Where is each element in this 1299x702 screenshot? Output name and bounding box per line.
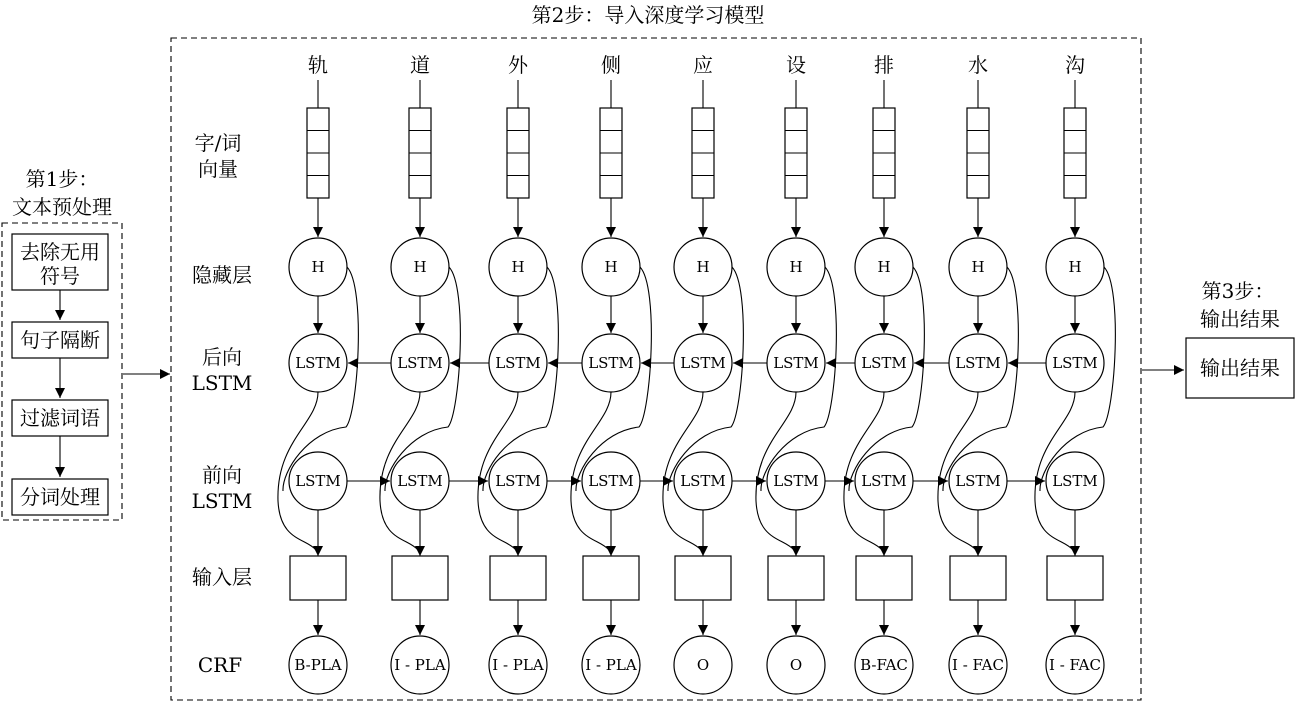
col-2-character: 道	[410, 53, 430, 77]
col-3-input-layer-box	[490, 556, 546, 600]
col-6-backward-lstm-label: LSTM	[773, 354, 819, 372]
col-6-character: 设	[786, 53, 806, 77]
col-9-input-layer-box	[1047, 556, 1103, 600]
row-label-backward-line1: 后向	[202, 345, 242, 369]
col-8-input-layer-box	[950, 556, 1006, 600]
col-3-crf-tag: I - PLA	[492, 656, 544, 674]
col-5-character: 应	[693, 53, 713, 77]
col-7-backward-lstm-label: LSTM	[861, 354, 907, 372]
col-3-character: 外	[508, 53, 528, 77]
row-label-vector-line1: 字/词	[194, 131, 242, 155]
col-4-input-layer-box	[583, 556, 639, 600]
row-label-forward-line2: LSTM	[191, 489, 253, 513]
col-1-forward-lstm-label: LSTM	[295, 472, 341, 490]
col-7-character: 排	[874, 53, 894, 77]
col-4-crf-tag: I - PLA	[585, 656, 637, 674]
row-label-forward-line1: 前向	[202, 463, 242, 487]
preprocess-box-remove-symbols-line2: 符号	[40, 264, 80, 288]
col-8-forward-lstm-label: LSTM	[955, 472, 1001, 490]
col-6-input-layer-box	[768, 556, 824, 600]
col-7-input-layer-box	[856, 556, 912, 600]
col-2-forward-lstm-label: LSTM	[397, 472, 443, 490]
col-2-hidden-label: H	[413, 258, 427, 276]
step3-title-line2: 输出结果	[1200, 307, 1280, 331]
col-2-backward-lstm-label: LSTM	[397, 354, 443, 372]
col-8-character: 水	[968, 53, 988, 77]
col-5-hidden-label: H	[696, 258, 710, 276]
col-6-hidden-label: H	[789, 258, 803, 276]
col-5-input-layer-box	[675, 556, 731, 600]
col-1-crf-tag: B-PLA	[294, 656, 342, 674]
col-6-crf-tag: O	[789, 656, 803, 674]
col-5-backward-lstm-label: LSTM	[680, 354, 726, 372]
row-label-crf: CRF	[197, 653, 243, 677]
col-1-character: 轨	[308, 53, 328, 77]
col-6-forward-lstm-label: LSTM	[773, 472, 819, 490]
step3-title-line1: 第3步：	[1201, 279, 1275, 303]
col-8-crf-tag: I - FAC	[952, 656, 1004, 674]
col-3-forward-lstm-label: LSTM	[495, 472, 541, 490]
col-8-hidden-label: H	[971, 258, 985, 276]
col-2-input-layer-box	[392, 556, 448, 600]
col-3-hidden-label: H	[511, 258, 525, 276]
col-7-hidden-label: H	[877, 258, 891, 276]
col-3-backward-lstm-label: LSTM	[495, 354, 541, 372]
col-7-crf-tag: B-FAC	[860, 656, 908, 674]
step1-title-line2: 文本预处理	[12, 195, 112, 219]
col-9-crf-tag: I - FAC	[1049, 656, 1101, 674]
col-5-crf-tag: O	[696, 656, 710, 674]
col-1-input-layer-box	[290, 556, 346, 600]
preprocess-box-filter-words-label: 过滤词语	[20, 406, 100, 430]
col-9-hidden-label: H	[1068, 258, 1082, 276]
col-4-character: 侧	[601, 53, 621, 77]
col-8-backward-lstm-label: LSTM	[955, 354, 1001, 372]
col-4-backward-lstm-label: LSTM	[588, 354, 634, 372]
col-2-crf-tag: I - PLA	[394, 656, 446, 674]
row-label-hidden: 隐藏层	[192, 263, 252, 287]
preprocess-box-sentence-split-label: 句子隔断	[20, 328, 100, 352]
preprocess-box-segmentation-label: 分词处理	[20, 485, 100, 509]
col-4-forward-lstm-label: LSTM	[588, 472, 634, 490]
col-1-hidden-label: H	[311, 258, 325, 276]
row-label-vector-line2: 向量	[198, 157, 238, 181]
col-7-forward-lstm-label: LSTM	[861, 472, 907, 490]
col-1-backward-lstm-label: LSTM	[295, 354, 341, 372]
col-9-backward-lstm-label: LSTM	[1052, 354, 1098, 372]
step1-title-line1: 第1步：	[25, 167, 99, 191]
preprocess-box-remove-symbols-line1: 去除无用	[20, 240, 100, 264]
step2-title: 第2步：导入深度学习模型	[531, 3, 765, 27]
output-box-label: 输出结果	[1200, 356, 1280, 380]
col-4-hidden-label: H	[604, 258, 618, 276]
col-5-forward-lstm-label: LSTM	[680, 472, 726, 490]
row-label-backward-line2: LSTM	[191, 371, 253, 395]
col-9-forward-lstm-label: LSTM	[1052, 472, 1098, 490]
col-9-character: 沟	[1065, 53, 1085, 77]
row-label-input: 输入层	[192, 565, 252, 589]
token-columns	[278, 53, 1115, 694]
